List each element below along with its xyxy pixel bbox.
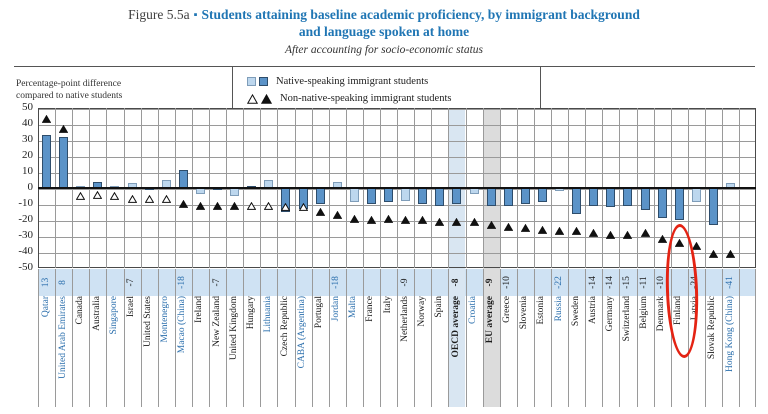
marker-non-native-speaking — [367, 211, 376, 219]
country-name-label: Qatar — [40, 296, 51, 318]
country-diff-label: -14 — [604, 276, 615, 289]
bar-native-speaking — [59, 137, 68, 188]
bar-native-speaking — [675, 188, 684, 220]
country-diff-label: -15 — [621, 276, 632, 289]
country-name-label: Lithuania — [262, 296, 273, 333]
y-axis-label: -40 — [18, 245, 33, 257]
country-name-label: CABA (Argentina) — [297, 296, 308, 369]
country-diff-label: -7 — [126, 278, 137, 287]
bar-native-speaking — [179, 170, 188, 188]
country-name-label: Spain — [433, 296, 444, 318]
marker-non-native-speaking — [42, 110, 51, 118]
label-separator — [380, 269, 381, 407]
label-separator — [158, 269, 159, 407]
label-separator — [619, 269, 620, 407]
country-name-label: Italy — [382, 296, 393, 314]
y-axis-label: 10 — [22, 165, 33, 177]
bar-native-speaking — [367, 188, 376, 204]
marker-non-native-speaking — [487, 216, 496, 224]
label-separator — [363, 269, 364, 407]
marker-non-native-speaking — [299, 198, 308, 206]
label-separator — [534, 269, 535, 407]
country-name-label: Slovak Republic — [707, 296, 718, 360]
y-axis-label: 30 — [22, 133, 33, 145]
label-separator — [106, 269, 107, 407]
country-diff-label: -9 — [399, 278, 410, 287]
chart-title — [0, 7, 768, 57]
bar-native-speaking — [504, 188, 513, 206]
marker-non-native-speaking — [59, 120, 68, 128]
marker-non-native-speaking — [452, 213, 461, 221]
marker-non-native-speaking — [196, 197, 205, 205]
country-name-label: Denmark — [656, 296, 667, 332]
label-separator — [397, 269, 398, 407]
label-separator — [500, 269, 501, 407]
country-name-label: Hungary — [245, 296, 256, 330]
legend-native-label: Native-speaking immigrant students — [276, 76, 429, 87]
marker-non-native-speaking — [470, 213, 479, 221]
country-name-label: Austria — [587, 296, 598, 324]
label-separator — [551, 269, 552, 407]
legend-divider-right — [540, 66, 541, 108]
y-axis-label: -20 — [18, 213, 33, 225]
figure-number: Figure 5.5a — [128, 7, 190, 22]
label-separator — [226, 269, 227, 407]
country-name-label: EU average — [485, 296, 496, 344]
marker-non-native-speaking — [623, 226, 632, 234]
country-name-label: Ireland — [194, 296, 205, 323]
label-separator — [38, 269, 39, 407]
bar-native-speaking — [42, 135, 51, 188]
legend-light-square-icon — [247, 77, 256, 86]
legend-dark-square-icon — [259, 77, 268, 86]
country-name-label: Norway — [416, 296, 427, 327]
y-axis-note — [16, 78, 122, 103]
country-diff-label: -8 — [450, 278, 461, 287]
marker-non-native-speaking — [333, 206, 342, 214]
label-separator — [192, 269, 193, 407]
country-name-label: United States — [143, 296, 154, 347]
bar-native-speaking — [692, 188, 701, 202]
bar-native-speaking — [435, 188, 444, 206]
y-axis-label: 20 — [22, 149, 33, 161]
marker-non-native-speaking — [316, 203, 325, 211]
bar-native-speaking — [521, 188, 530, 204]
label-separator — [466, 269, 467, 407]
label-separator — [89, 269, 90, 407]
country-name-label: New Zealand — [211, 296, 222, 347]
country-name-label: United Arab Emirates — [57, 296, 68, 379]
marker-non-native-speaking — [230, 197, 239, 205]
bar-native-speaking — [538, 188, 547, 202]
bar-native-speaking — [623, 188, 632, 206]
y-axis-label: -50 — [18, 261, 33, 273]
bar-native-speaking — [384, 188, 393, 202]
marker-non-native-speaking — [435, 213, 444, 221]
marker-non-native-speaking — [521, 219, 530, 227]
country-name-label: Russia — [553, 296, 564, 322]
label-separator — [141, 269, 142, 407]
bar-native-speaking — [487, 188, 496, 206]
marker-non-native-speaking — [350, 210, 359, 218]
zero-line — [38, 187, 756, 189]
marker-non-native-speaking — [179, 195, 188, 203]
legend-non-native-label: Non-native-speaking immigrant students — [280, 93, 452, 104]
label-separator — [124, 269, 125, 407]
marker-non-native-speaking — [658, 230, 667, 238]
country-name-label: Macao (China) — [177, 296, 188, 354]
bar-native-speaking — [350, 188, 359, 202]
legend-open-triangle-icon — [247, 94, 258, 104]
country-diff-label: 8 — [57, 280, 68, 285]
marker-non-native-speaking — [538, 221, 547, 229]
country-name-label: Croatia — [468, 296, 479, 324]
country-name-label: Australia — [91, 296, 102, 331]
country-diff-label: 13 — [40, 277, 51, 288]
label-separator — [346, 269, 347, 407]
country-diff-label: -41 — [724, 276, 735, 289]
y-axis-note-line2: compared to native students — [16, 91, 123, 102]
label-separator — [448, 269, 449, 407]
country-name-label: Estonia — [536, 296, 547, 325]
legend-divider-left — [232, 66, 233, 108]
marker-non-native-speaking — [709, 245, 718, 253]
country-name-label: Sweden — [570, 296, 581, 327]
marker-non-native-speaking — [572, 222, 581, 230]
bar-native-speaking — [452, 188, 461, 204]
marker-non-native-speaking — [162, 190, 171, 198]
bar-native-speaking — [470, 188, 479, 194]
country-name-label: Netherlands — [399, 296, 410, 342]
label-separator — [209, 269, 210, 407]
label-separator — [243, 269, 244, 407]
country-name-label: Belgium — [639, 296, 650, 329]
country-name-label: France — [365, 296, 376, 322]
marker-non-native-speaking — [384, 210, 393, 218]
y-axis-label: -10 — [18, 197, 33, 209]
label-separator — [312, 269, 313, 407]
country-diff-label: -7 — [211, 278, 222, 287]
country-name-label: Finland — [673, 296, 684, 326]
bar-native-speaking — [658, 188, 667, 218]
bar-native-speaking — [709, 188, 718, 225]
marker-non-native-speaking — [128, 190, 137, 198]
label-separator — [260, 269, 261, 407]
marker-non-native-speaking — [589, 224, 598, 232]
y-axis-note-line1: Percentage-point difference — [16, 79, 122, 89]
label-separator — [705, 269, 706, 407]
y-axis-label: 40 — [22, 117, 33, 129]
country-name-label: Montenegro — [160, 296, 171, 343]
label-separator — [295, 269, 296, 407]
country-name-label: Portugal — [314, 296, 325, 329]
marker-non-native-speaking — [555, 222, 564, 230]
legend-row-native — [247, 73, 451, 90]
marker-non-native-speaking — [504, 218, 513, 226]
country-name-label: Malta — [348, 296, 359, 319]
label-separator — [55, 269, 56, 407]
title-bullet-icon: ▪ — [193, 9, 198, 21]
country-diff-label: -24 — [690, 276, 701, 289]
bar-native-speaking — [641, 188, 650, 210]
marker-non-native-speaking — [264, 197, 273, 205]
title-line1: Students attaining baseline academic proficiency, by immigrant background — [201, 7, 640, 22]
label-separator — [755, 269, 756, 407]
label-separator — [568, 269, 569, 407]
country-name-label: Israel — [126, 296, 137, 318]
bar-native-speaking — [196, 188, 205, 194]
header-divider — [14, 66, 755, 67]
country-name-label: Jordan — [331, 296, 342, 322]
country-name-label: OECD average — [450, 296, 461, 358]
y-axis-label: 50 — [22, 101, 33, 113]
country-name-label: Singapore — [108, 296, 119, 335]
marker-non-native-speaking — [145, 190, 154, 198]
title-line2: and language spoken at home — [298, 23, 470, 39]
country-name-label: Greece — [502, 296, 513, 323]
marker-non-native-speaking — [726, 245, 735, 253]
country-name-label: Latvia — [690, 296, 701, 321]
label-separator — [722, 269, 723, 407]
marker-non-native-speaking — [281, 198, 290, 206]
country-name-label: Hong Kong (China) — [724, 296, 735, 372]
marker-non-native-speaking — [692, 237, 701, 245]
label-separator — [175, 269, 176, 407]
country-name-label: Slovenia — [519, 296, 530, 330]
marker-non-native-speaking — [606, 226, 615, 234]
legend-filled-triangle-icon — [261, 94, 272, 104]
marker-non-native-speaking — [213, 197, 222, 205]
label-separator — [483, 269, 484, 407]
country-name-label: United Kingdom — [228, 296, 239, 361]
country-diff-label: -10 — [502, 276, 513, 289]
label-separator — [414, 269, 415, 407]
marker-non-native-speaking — [641, 224, 650, 232]
label-separator — [585, 269, 586, 407]
bar-native-speaking — [589, 188, 598, 206]
bar-native-speaking — [572, 188, 581, 214]
bar-native-speaking — [230, 188, 239, 196]
label-separator — [329, 269, 330, 407]
country-name-label: Switzerland — [621, 296, 632, 342]
bar-native-speaking — [606, 188, 615, 207]
country-diff-label: -10 — [656, 276, 667, 289]
label-separator — [602, 269, 603, 407]
label-separator — [431, 269, 432, 407]
marker-non-native-speaking — [418, 211, 427, 219]
legend — [247, 73, 451, 107]
country-diff-label: -18 — [331, 276, 342, 289]
bar-native-speaking — [316, 188, 325, 204]
label-separator — [277, 269, 278, 407]
y-axis-label: 0 — [27, 181, 33, 193]
y-axis-label: -30 — [18, 229, 33, 241]
marker-non-native-speaking — [401, 211, 410, 219]
marker-non-native-speaking — [247, 197, 256, 205]
country-diff-label: -22 — [553, 276, 564, 289]
label-separator — [637, 269, 638, 407]
chart-subtitle: After accounting for socio-economic status — [284, 43, 484, 56]
label-separator — [72, 269, 73, 407]
country-diff-label: -14 — [587, 276, 598, 289]
country-name-label: Germany — [604, 296, 615, 332]
country-diff-label: -11 — [639, 276, 650, 289]
bar-native-speaking — [401, 188, 410, 201]
label-separator — [517, 269, 518, 407]
country-name-label: Czech Republic — [279, 296, 290, 357]
country-name-label: Canada — [74, 296, 85, 325]
legend-row-non-native — [247, 90, 451, 107]
country-diff-label: -18 — [177, 276, 188, 289]
label-separator — [654, 269, 655, 407]
label-separator — [739, 269, 740, 407]
country-diff-label: -9 — [485, 278, 496, 287]
bar-native-speaking — [418, 188, 427, 204]
